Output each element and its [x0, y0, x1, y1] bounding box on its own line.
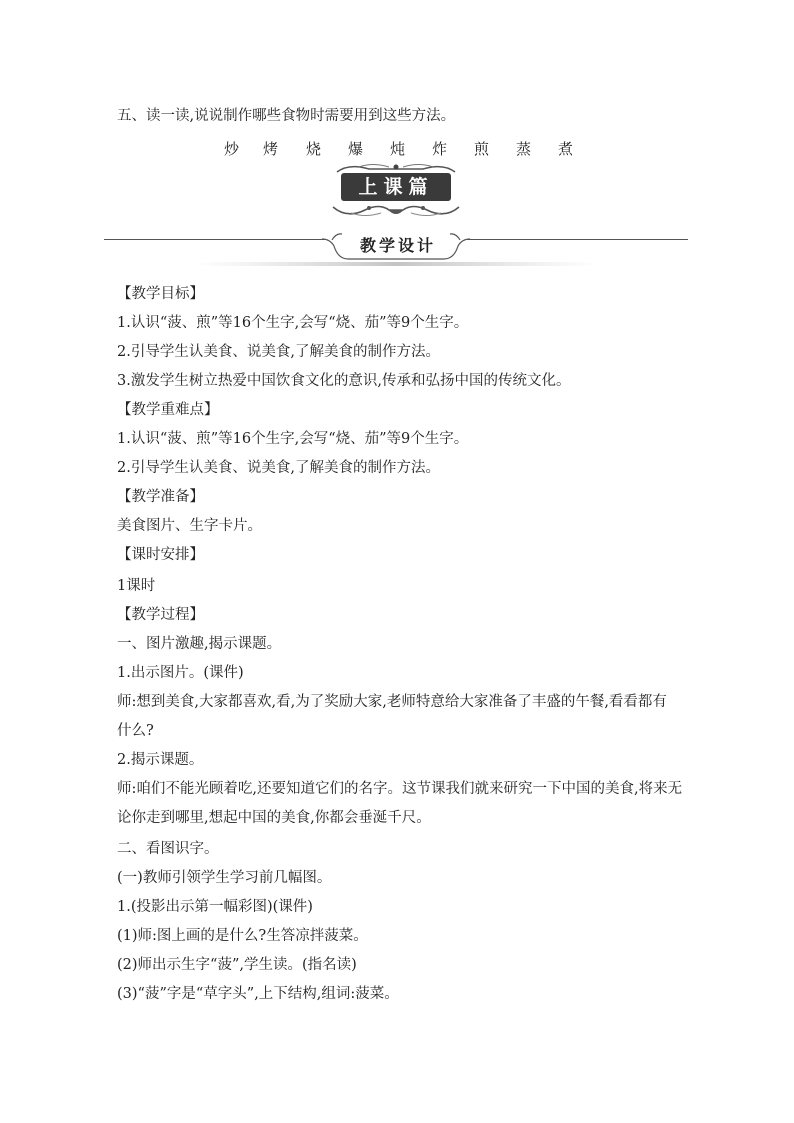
method-char: 蒸: [516, 140, 532, 158]
method-char: 煮: [558, 140, 574, 158]
step-item: 2.揭示课题。: [117, 752, 204, 768]
method-char: 炒: [224, 140, 240, 158]
objective-item: 2.引导学生认美食、说美食,了解美食的制作方法。: [117, 344, 440, 360]
preparation-text: 美食图片、生字卡片。: [117, 518, 262, 534]
key-point-item: 1.认识“菠、煎”等16个生字,会写“烧、茄”等9个生字。: [117, 431, 469, 447]
method-char: 爆: [348, 140, 364, 158]
paragraph: 师:咱们不能光顾着吃,还要知道它们的名字。这节课我们就来研究一下中国的美食,将来无: [117, 781, 683, 797]
method-char: 烧: [306, 140, 322, 158]
paragraph: 什么?: [117, 723, 154, 739]
objectives-heading: 【教学目标】: [117, 286, 204, 302]
method-char: 炸: [432, 140, 448, 158]
exercise-5-prompt: 五、读一读,说说制作哪些食物时需要用到这些方法。: [117, 108, 456, 124]
method-char: 烤: [263, 140, 279, 158]
paragraph: 师:想到美食,大家都喜欢,看,为了奖励大家,老师特意给大家准备了丰盛的午餐,看看都有: [117, 694, 667, 710]
banner-title: 上课篇: [341, 173, 451, 201]
step-subtitle: (一)教师引领学生学习前几幅图。: [117, 870, 332, 886]
step-title: 一、图片激趣,揭示课题。: [117, 636, 282, 652]
step-subitem: (1)师:图上画的是什么?生答凉拌菠菜。: [117, 928, 368, 944]
method-char: 煎: [474, 140, 490, 158]
step-subitem: (2)师出示生字“菠”,学生读。(指名读): [117, 957, 357, 973]
cooking-methods-row: [0, 138, 794, 158]
key-points-heading: 【教学重难点】: [117, 402, 219, 418]
step-title: 二、看图识字。: [117, 841, 219, 857]
key-point-item: 2.引导学生认美食、说美食,了解美食的制作方法。: [117, 460, 440, 476]
section-title: 教学设计: [359, 236, 436, 255]
step-item: 1.(投影出示第一幅彩图)(课件): [117, 899, 313, 915]
objective-item: 3.激发学生树立热爱中国饮食文化的意识,传承和弘扬中国的传统文化。: [117, 373, 571, 389]
process-heading: 【教学过程】: [117, 607, 204, 623]
method-char: 炖: [390, 140, 406, 158]
section-tab: [336, 231, 460, 259]
schedule-heading: 【课时安排】: [117, 547, 204, 563]
lesson-banner: [329, 163, 463, 219]
section-header: [104, 228, 688, 268]
paragraph: 论你走到哪里,想起中国的美食,你都会垂涎千尺。: [117, 810, 431, 826]
objective-item: 1.认识“菠、煎”等16个生字,会写“烧、茄”等9个生字。: [117, 315, 469, 331]
step-item: 1.出示图片。(课件): [117, 665, 244, 681]
preparation-heading: 【教学准备】: [117, 489, 204, 505]
schedule-text: 1课时: [117, 578, 156, 594]
step-subitem: (3)“菠”字是“草字头”,上下结构,组词:菠菜。: [117, 986, 399, 1002]
